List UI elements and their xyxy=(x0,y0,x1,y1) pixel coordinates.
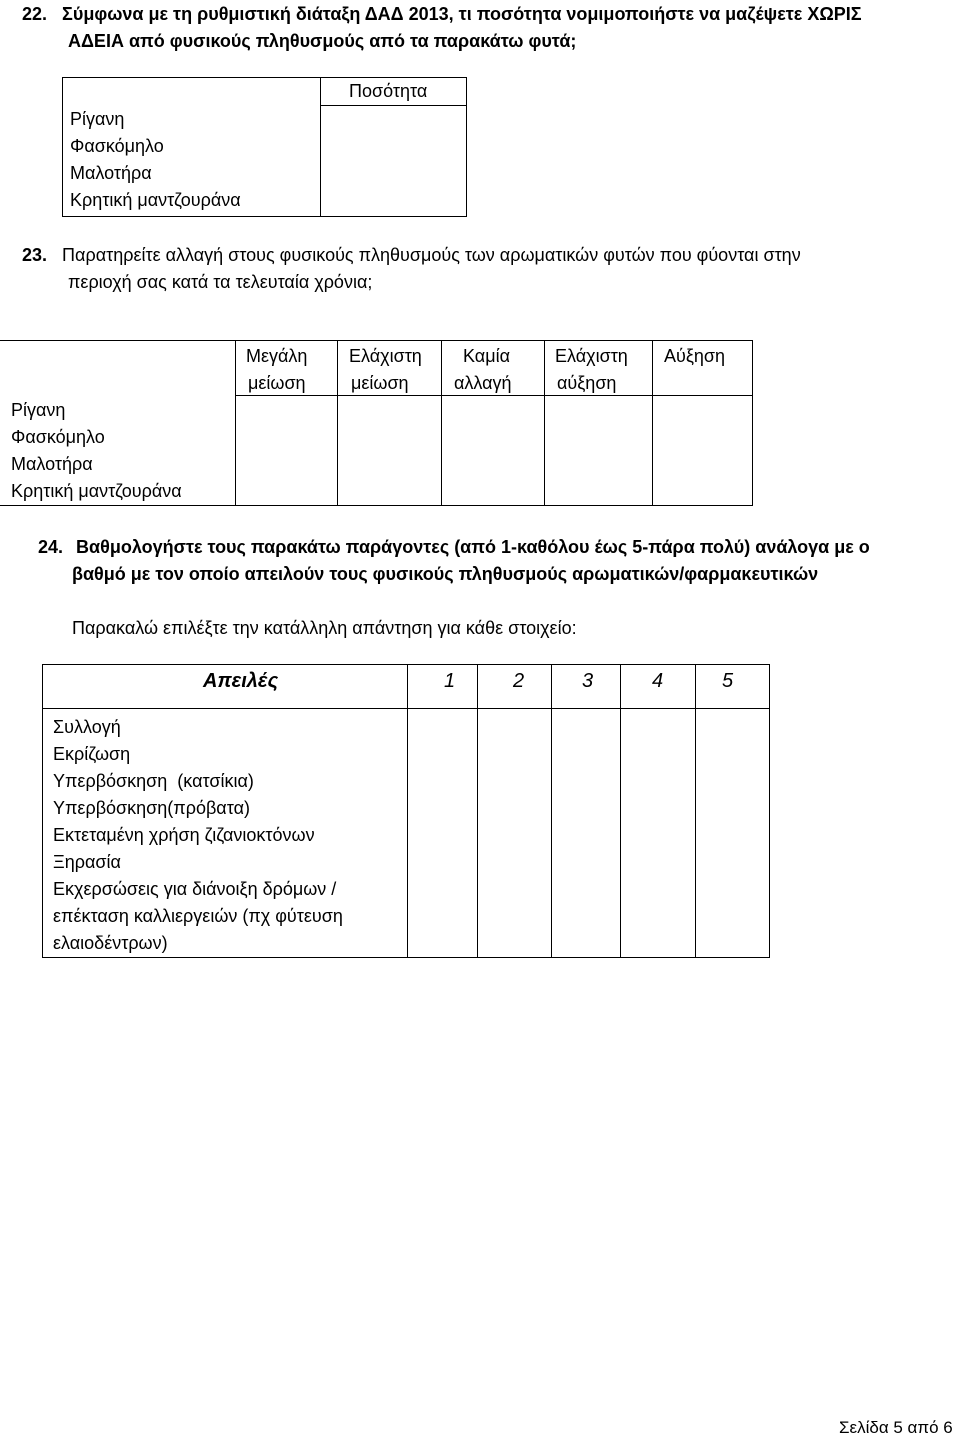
q22-column-header: Ποσότητα xyxy=(349,81,428,101)
q24-scale-1: 1 xyxy=(444,670,456,692)
q24-answer-col-5[interactable] xyxy=(696,709,769,957)
q23-plant-2: Φασκόμηλο xyxy=(11,427,105,447)
q23-answer-cell-2[interactable] xyxy=(338,396,441,505)
q22-plant-2: Φασκόμηλο xyxy=(70,136,164,156)
q23-answer-cell-4[interactable] xyxy=(545,396,652,505)
question-24-number: 24. xyxy=(38,537,64,557)
q24-instruction: Παρακαλώ επιλέξτε την κατάλληλη απάντηση για κάθε στοιχείο: xyxy=(72,618,577,638)
q23-answer-cell-3[interactable] xyxy=(442,396,544,505)
question-22-number: 22. xyxy=(22,4,48,24)
q24-threat-4: Υπερβόσκηση(πρόβατα) xyxy=(53,798,250,818)
q24-threat-2: Εκρίζωση xyxy=(53,744,131,764)
q24-answer-col-2[interactable] xyxy=(478,709,551,957)
q22-plant-3: Μαλοτήρα xyxy=(70,163,152,183)
question-23-text-line2: περιοχή σας κατά τα τελευταία χρόνια; xyxy=(68,272,373,292)
question-24 xyxy=(38,534,870,561)
q24-scale-4: 4 xyxy=(652,670,664,692)
page-footer: Σελίδα 5 από 6 xyxy=(839,1418,953,1437)
q24-answer-col-3[interactable] xyxy=(552,709,620,957)
q23-answer-cell-1[interactable] xyxy=(236,396,337,505)
q22-table xyxy=(62,77,467,217)
q24-answer-col-4[interactable] xyxy=(621,709,695,957)
q22-plant-4: Κρητική μαντζουράνα xyxy=(70,190,241,210)
q24-answer-col-1[interactable] xyxy=(408,709,477,957)
question-23-number: 23. xyxy=(22,245,48,265)
q24-threat-7-cont: επέκταση καλλιεργειών (πχ φύτευση xyxy=(53,906,343,926)
q23-answer-cell-5[interactable] xyxy=(653,396,752,505)
q23-plant-1: Ρίγανη xyxy=(11,400,66,420)
q23-col-3-l2: αλλαγή xyxy=(454,373,512,393)
q24-threat-1: Συλλογή xyxy=(53,717,121,737)
q22-plant-1: Ρίγανη xyxy=(70,109,125,129)
q23-col-4-l2: αύξηση xyxy=(557,373,617,393)
q23-col-2-l2: μείωση xyxy=(351,373,409,393)
q24-threat-7: Εκχερσώσεις για διάνοιξη δρόμων / xyxy=(53,879,337,899)
question-24-text-line1: Βαθμολογήστε τους παρακάτω παράγοντες (από 1-καθόλου έως 5-πάρα πολύ) ανάλογα με ο xyxy=(76,537,870,557)
q23-col-4-l1: Ελάχιστη xyxy=(555,346,628,366)
q24-header-threats: Απειλές xyxy=(203,670,279,692)
q24-scale-3: 3 xyxy=(582,670,594,692)
question-24-text-line2: βαθμό με τον οποίο απειλούν τους φυσικούς πληθυσμούς αρωματικών/φαρμακευτικών xyxy=(72,564,819,584)
q23-col-2-l1: Ελάχιστη xyxy=(349,346,422,366)
question-22-text-line2: ΑΔΕΙΑ από φυσικούς πληθυσμούς από τα παρακάτω φυτά; xyxy=(68,31,577,51)
q24-scale-5: 5 xyxy=(722,670,734,692)
q23-col-1-l2: μείωση xyxy=(248,373,306,393)
q23-plant-4: Κρητική μαντζουράνα xyxy=(11,481,182,501)
q24-table xyxy=(42,664,770,958)
q23-col-1-l1: Μεγάλη xyxy=(246,346,308,366)
q23-plant-3: Μαλοτήρα xyxy=(11,454,93,474)
q23-col-5-l1: Αύξηση xyxy=(664,346,726,366)
q24-scale-2: 2 xyxy=(513,670,525,692)
question-23-text-line1: Παρατηρείτε αλλαγή στους φυσικούς πληθυσμούς των αρωματικών φυτών που φύονται στην xyxy=(62,245,801,265)
q23-table xyxy=(0,340,753,506)
q24-threat-6: Ξηρασία xyxy=(53,852,121,872)
question-22-text-line1: Σύμφωνα με τη ρυθμιστική διάταξη ΔΑΔ 2013, τι ποσότητα νομιμοποιήστε να μαζέψετε ΧΩΡΙΣ xyxy=(62,4,862,24)
q24-threat-5: Εκτεταμένη χρήση ζιζανιοκτόνων xyxy=(53,825,315,845)
q22-quantity-input[interactable] xyxy=(321,106,466,216)
q24-threat-7-end: ελαιοδέντρων) xyxy=(53,933,168,953)
q24-threat-3: Υπερβόσκηση (κατσίκια) xyxy=(53,771,254,791)
question-23 xyxy=(22,242,801,269)
q23-col-3-l1: Καμία xyxy=(463,346,510,366)
question-22 xyxy=(22,1,862,28)
